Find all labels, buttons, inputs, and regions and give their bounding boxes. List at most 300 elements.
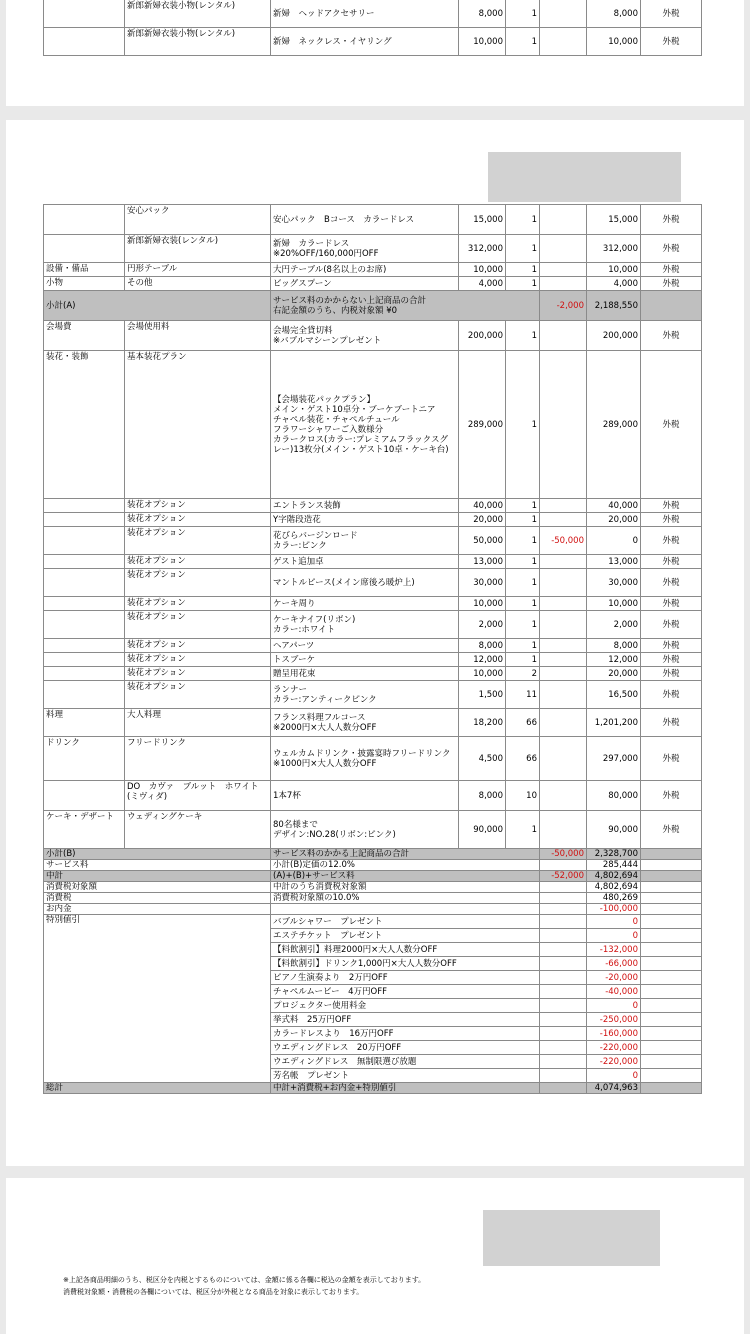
special-discount-amount: 0 [587, 999, 641, 1013]
amount-cell: 4,000 [587, 277, 641, 291]
summary-label: 中計 [44, 871, 271, 882]
summary-row [44, 871, 702, 882]
category-cell [44, 499, 125, 513]
unit-price-cell: 90,000 [459, 811, 506, 849]
tax-type-cell: 外税 [641, 737, 702, 781]
category-cell [44, 611, 125, 639]
blank-cell [540, 915, 587, 929]
summary-detail [271, 904, 540, 915]
discount-cell [540, 611, 587, 639]
discount-cell [540, 555, 587, 569]
summary-discount [540, 904, 587, 915]
tax-type-cell: 外税 [641, 527, 702, 555]
unit-price-cell: 10,000 [459, 28, 506, 56]
discount-cell [540, 277, 587, 291]
special-discount-detail: カラードレスより 16万円OFF [271, 1027, 540, 1041]
item-cell: 装花オプション [125, 653, 271, 667]
amount-cell: 289,000 [587, 351, 641, 499]
special-discount-detail: ピアノ生演奏より 2万円OFF [271, 971, 540, 985]
special-discount-detail: ウエディングドレス 無制限選び放題 [271, 1055, 540, 1069]
category-cell [44, 781, 125, 811]
special-discount-amount: 0 [587, 1069, 641, 1083]
estimate-table-page2 [43, 204, 702, 1094]
table-row [44, 527, 702, 555]
summary-label: お内金 [44, 904, 271, 915]
unit-price-cell: 10,000 [459, 667, 506, 681]
quantity-cell: 1 [506, 639, 540, 653]
blank-cell [641, 1013, 702, 1027]
amount-cell: 12,000 [587, 653, 641, 667]
amount-cell: 20,000 [587, 513, 641, 527]
summary-amount: -100,000 [587, 904, 641, 915]
grand-total-detail: 中計+消費税+お内金+特別値引 [271, 1083, 540, 1094]
special-discount-amount: 0 [587, 915, 641, 929]
table-row [44, 737, 702, 781]
redacted-block [488, 152, 681, 202]
discount-cell [540, 569, 587, 597]
table-row [44, 263, 702, 277]
detail-cell: ビッグスプーン [271, 277, 459, 291]
blank-cell [641, 999, 702, 1013]
redacted-block [483, 1210, 660, 1266]
blank-cell [641, 893, 702, 904]
blank-cell [540, 929, 587, 943]
table-row [44, 667, 702, 681]
quantity-cell: 1 [506, 653, 540, 667]
blank-cell [641, 943, 702, 957]
summary-discount: -50,000 [540, 849, 587, 860]
blank-cell [540, 1055, 587, 1069]
summary-amount: 480,269 [587, 893, 641, 904]
summary-detail: サービス料のかかる上記商品の合計 [271, 849, 540, 860]
summary-label: 消費税 [44, 893, 271, 904]
detail-cell: マントルピース(メイン席後ろ暖炉上) [271, 569, 459, 597]
special-discount-label: 特別値引 [44, 915, 271, 1083]
detail-cell: 80名様まで デザイン:NO.28(リボン:ピンク) [271, 811, 459, 849]
blank-cell [641, 929, 702, 943]
quantity-cell: 10 [506, 781, 540, 811]
tax-type-cell: 外税 [641, 555, 702, 569]
summary-discount [540, 893, 587, 904]
detail-cell: ランナー カラー:アンティークピンク [271, 681, 459, 709]
unit-price-cell: 8,000 [459, 0, 506, 28]
blank-cell [641, 1069, 702, 1083]
summary-row [44, 849, 702, 860]
footnote-1: ※上記各商品明細のうち、税区分を内税とするものについては、金額に係る各欄に税込の金額を表示しております。 [63, 1276, 426, 1284]
special-discount-detail: チャペルムービー 4万円OFF [271, 985, 540, 999]
blank-cell [641, 915, 702, 929]
unit-price-cell: 2,000 [459, 611, 506, 639]
detail-cell: ケーキナイフ(リボン) カラー:ホワイト [271, 611, 459, 639]
summary-detail: 消費税対象額の10.0% [271, 893, 540, 904]
blank-cell [641, 971, 702, 985]
table-row [44, 639, 702, 653]
subtotal-amount: 2,188,550 [587, 291, 641, 321]
category-cell [44, 527, 125, 555]
amount-cell: 10,000 [587, 263, 641, 277]
unit-price-cell: 50,000 [459, 527, 506, 555]
detail-cell: ゲスト追加卓 [271, 555, 459, 569]
quantity-cell: 1 [506, 351, 540, 499]
blank-cell [641, 1055, 702, 1069]
table-row [44, 681, 702, 709]
quantity-cell: 1 [506, 569, 540, 597]
summary-row [44, 904, 702, 915]
quantity-cell: 1 [506, 555, 540, 569]
amount-cell: 200,000 [587, 321, 641, 351]
unit-price-cell: 18,200 [459, 709, 506, 737]
item-cell: 安心パック [125, 205, 271, 235]
summary-amount: 4,802,694 [587, 882, 641, 893]
category-cell: 料理 [44, 709, 125, 737]
detail-cell: 1本7杯 [271, 781, 459, 811]
category-cell [44, 667, 125, 681]
table-row [44, 351, 702, 499]
detail-cell: Y字階段造花 [271, 513, 459, 527]
subtotal-a-row [44, 291, 702, 321]
category-cell [44, 597, 125, 611]
blank-cell [641, 1041, 702, 1055]
item-cell: 装花オプション [125, 639, 271, 653]
special-discount-amount: -132,000 [587, 943, 641, 957]
summary-label: 小計(B) [44, 849, 271, 860]
special-discount-amount: -66,000 [587, 957, 641, 971]
detail-cell: 安心パック Bコース カラードレス [271, 205, 459, 235]
quantity-cell: 1 [506, 811, 540, 849]
amount-cell: 15,000 [587, 205, 641, 235]
item-cell: 装花オプション [125, 597, 271, 611]
blank-cell [641, 1083, 702, 1094]
detail-cell: ケーキ周り [271, 597, 459, 611]
discount-cell [540, 513, 587, 527]
amount-cell: 20,000 [587, 667, 641, 681]
quantity-cell: 1 [506, 611, 540, 639]
table-row [44, 205, 702, 235]
unit-price-cell: 10,000 [459, 263, 506, 277]
detail-cell: 会場完全貸切料 ※バブルマシーンプレゼント [271, 321, 459, 351]
category-cell: ドリンク [44, 737, 125, 781]
tax-type-cell: 外税 [641, 263, 702, 277]
category-cell [44, 0, 125, 28]
blank-cell [641, 871, 702, 882]
page-1 [6, 0, 744, 106]
item-cell: 装花オプション [125, 555, 271, 569]
blank-cell [540, 943, 587, 957]
blank-cell [540, 1013, 587, 1027]
table-row [44, 653, 702, 667]
grand-total-label: 総計 [44, 1083, 271, 1094]
quantity-cell: 1 [506, 277, 540, 291]
unit-price-cell: 13,000 [459, 555, 506, 569]
amount-cell: 13,000 [587, 555, 641, 569]
category-cell [44, 653, 125, 667]
category-cell: 設備・備品 [44, 263, 125, 277]
item-cell: 基本装花プラン [125, 351, 271, 499]
item-cell: 装花オプション [125, 527, 271, 555]
special-discount-detail: 挙式料 25万円OFF [271, 1013, 540, 1027]
detail-cell: トスブーケ [271, 653, 459, 667]
quantity-cell: 1 [506, 205, 540, 235]
blank-cell [641, 291, 702, 321]
table-row [44, 597, 702, 611]
quantity-cell: 1 [506, 263, 540, 277]
discount-cell [540, 235, 587, 263]
item-cell: 装花オプション [125, 681, 271, 709]
unit-price-cell: 289,000 [459, 351, 506, 499]
detail-cell: 新婦 ヘッドアクセサリー [271, 0, 459, 28]
discount-cell [540, 681, 587, 709]
amount-cell: 10,000 [587, 28, 641, 56]
tax-type-cell: 外税 [641, 681, 702, 709]
quantity-cell: 11 [506, 681, 540, 709]
tax-type-cell: 外税 [641, 277, 702, 291]
amount-cell: 16,500 [587, 681, 641, 709]
detail-cell: 【会場装花パックプラン】 メイン・ゲスト10卓分・ブーケブートニア チャペル装花・チャペルチュール フラワーシャワーご入数様分 カラークロス(カラー:プレミアムフラックスグレー)13枚分(メイン・ゲスト10卓・ケーキ台) [271, 351, 459, 499]
table-row [44, 709, 702, 737]
detail-cell: エントランス装飾 [271, 499, 459, 513]
item-cell: 新郎新婦衣装小物(レンタル) [125, 0, 271, 28]
special-discount-detail: ウエディングドレス 20万円OFF [271, 1041, 540, 1055]
category-cell [44, 205, 125, 235]
tax-type-cell: 外税 [641, 639, 702, 653]
special-discount-amount: -160,000 [587, 1027, 641, 1041]
special-discount-detail: エステチケット プレゼント [271, 929, 540, 943]
tax-type-cell: 外税 [641, 709, 702, 737]
page-2 [6, 120, 744, 1166]
blank-cell [641, 904, 702, 915]
category-cell: ケーキ・デザート [44, 811, 125, 849]
blank-cell [540, 957, 587, 971]
tax-type-cell: 外税 [641, 0, 702, 28]
discount-cell [540, 28, 587, 56]
table-row [44, 277, 702, 291]
summary-detail: 小計(B)定価の12.0% [271, 860, 540, 871]
unit-price-cell: 20,000 [459, 513, 506, 527]
tax-type-cell: 外税 [641, 28, 702, 56]
item-cell: 装花オプション [125, 569, 271, 597]
discount-cell [540, 781, 587, 811]
unit-price-cell: 312,000 [459, 235, 506, 263]
summary-discount: -52,000 [540, 871, 587, 882]
special-discount-amount: -40,000 [587, 985, 641, 999]
summary-row [44, 893, 702, 904]
detail-cell: 新婦 カラードレス ※20%OFF/160,000円OFF [271, 235, 459, 263]
tax-type-cell: 外税 [641, 235, 702, 263]
table-row [44, 499, 702, 513]
category-cell: 小物 [44, 277, 125, 291]
special-discount-detail: プロジェクター使用料金 [271, 999, 540, 1013]
footnote-2: 消費税対象額・消費税の各欄については、税区分が外税となる商品を対象に表示しております。 [63, 1288, 364, 1296]
discount-cell [540, 811, 587, 849]
quantity-cell: 1 [506, 235, 540, 263]
discount-cell [540, 639, 587, 653]
blank-cell [540, 1027, 587, 1041]
summary-discount [540, 882, 587, 893]
discount-cell [540, 597, 587, 611]
summary-detail: (A)+(B)+サービス料 [271, 871, 540, 882]
item-cell: 大人料理 [125, 709, 271, 737]
discount-cell [540, 653, 587, 667]
item-cell: 円形テーブル [125, 263, 271, 277]
tax-type-cell: 外税 [641, 351, 702, 499]
tax-type-cell: 外税 [641, 781, 702, 811]
quantity-cell: 1 [506, 0, 540, 28]
amount-cell: 10,000 [587, 597, 641, 611]
category-cell: 会場費 [44, 321, 125, 351]
summary-discount [540, 860, 587, 871]
quantity-cell: 1 [506, 597, 540, 611]
amount-cell: 8,000 [587, 0, 641, 28]
unit-price-cell: 4,000 [459, 277, 506, 291]
special-discount-amount: 0 [587, 929, 641, 943]
tax-type-cell: 外税 [641, 513, 702, 527]
amount-cell: 0 [587, 527, 641, 555]
summary-detail: 中計のうち消費税対象額 [271, 882, 540, 893]
category-cell [44, 555, 125, 569]
tax-type-cell: 外税 [641, 499, 702, 513]
blank-cell [641, 985, 702, 999]
blank-cell [641, 849, 702, 860]
tax-type-cell: 外税 [641, 569, 702, 597]
detail-cell: 贈呈用花束 [271, 667, 459, 681]
amount-cell: 90,000 [587, 811, 641, 849]
subtotal-detail: サービス料のかからない上記商品の合計 右記金額のうち、内税対象額 ¥0 [271, 291, 540, 321]
table-row [44, 235, 702, 263]
unit-price-cell: 30,000 [459, 569, 506, 597]
tax-type-cell: 外税 [641, 611, 702, 639]
quantity-cell: 66 [506, 709, 540, 737]
tax-type-cell: 外税 [641, 321, 702, 351]
blank-cell [540, 985, 587, 999]
blank-cell [540, 971, 587, 985]
unit-price-cell: 200,000 [459, 321, 506, 351]
quantity-cell: 1 [506, 321, 540, 351]
amount-cell: 80,000 [587, 781, 641, 811]
amount-cell: 2,000 [587, 611, 641, 639]
item-cell: フリードリンク [125, 737, 271, 781]
item-cell: その他 [125, 277, 271, 291]
tax-type-cell: 外税 [641, 205, 702, 235]
unit-price-cell: 8,000 [459, 639, 506, 653]
tax-type-cell: 外税 [641, 667, 702, 681]
amount-cell: 297,000 [587, 737, 641, 781]
special-discount-row [44, 915, 702, 929]
blank-cell [641, 957, 702, 971]
summary-row [44, 882, 702, 893]
estimate-table-page1 [43, 0, 702, 56]
summary-amount: 2,328,700 [587, 849, 641, 860]
amount-cell: 312,000 [587, 235, 641, 263]
table-row [44, 321, 702, 351]
discount-cell [540, 263, 587, 277]
amount-cell: 1,201,200 [587, 709, 641, 737]
table-row [44, 0, 702, 28]
category-cell [44, 681, 125, 709]
item-cell: 装花オプション [125, 611, 271, 639]
item-cell: 新郎新婦衣装(レンタル) [125, 235, 271, 263]
blank-cell [540, 1069, 587, 1083]
blank-cell [641, 860, 702, 871]
category-cell [44, 513, 125, 527]
unit-price-cell: 10,000 [459, 597, 506, 611]
unit-price-cell: 12,000 [459, 653, 506, 667]
category-cell [44, 235, 125, 263]
special-discount-detail: 【料飲割引】料理2000円×大人人数分OFF [271, 943, 540, 957]
table-row [44, 569, 702, 597]
blank-cell [540, 1041, 587, 1055]
page-3 [6, 1178, 744, 1334]
subtotal-label: 小計(A) [44, 291, 271, 321]
discount-cell [540, 321, 587, 351]
category-cell [44, 639, 125, 653]
discount-cell [540, 667, 587, 681]
item-cell: 装花オプション [125, 499, 271, 513]
table-row [44, 781, 702, 811]
special-discount-detail: 芳名帳 プレゼント [271, 1069, 540, 1083]
amount-cell: 40,000 [587, 499, 641, 513]
quantity-cell: 1 [506, 28, 540, 56]
summary-amount: 4,802,694 [587, 871, 641, 882]
item-cell: 装花オプション [125, 667, 271, 681]
item-cell: DO カヴァ ブルット ホワイト(ミヴィダ) [125, 781, 271, 811]
tax-type-cell: 外税 [641, 811, 702, 849]
detail-cell: 新婦 ネックレス・イヤリング [271, 28, 459, 56]
grand-total-amount: 4,074,963 [587, 1083, 641, 1094]
table-row [44, 555, 702, 569]
special-discount-amount: -250,000 [587, 1013, 641, 1027]
discount-cell [540, 499, 587, 513]
quantity-cell: 2 [506, 667, 540, 681]
quantity-cell: 1 [506, 513, 540, 527]
tax-type-cell: 外税 [641, 653, 702, 667]
unit-price-cell: 1,500 [459, 681, 506, 709]
discount-cell [540, 205, 587, 235]
unit-price-cell: 40,000 [459, 499, 506, 513]
discount-cell [540, 737, 587, 781]
quantity-cell: 1 [506, 527, 540, 555]
item-cell: ウェディングケーキ [125, 811, 271, 849]
unit-price-cell: 15,000 [459, 205, 506, 235]
table-row [44, 811, 702, 849]
special-discount-amount: -220,000 [587, 1055, 641, 1069]
table-row [44, 611, 702, 639]
quantity-cell: 66 [506, 737, 540, 781]
subtotal-discount: -2,000 [540, 291, 587, 321]
unit-price-cell: 8,000 [459, 781, 506, 811]
detail-cell: フランス料理フルコース ※2000円×大人人数分OFF [271, 709, 459, 737]
item-cell: 会場使用料 [125, 321, 271, 351]
summary-label: 消費税対象額 [44, 882, 271, 893]
blank-cell [641, 882, 702, 893]
amount-cell: 8,000 [587, 639, 641, 653]
item-cell: 装花オプション [125, 513, 271, 527]
summary-amount: 285,444 [587, 860, 641, 871]
discount-cell [540, 351, 587, 499]
blank-cell [540, 999, 587, 1013]
special-discount-detail: 【料飲割引】ドリンク1,000円×大人人数分OFF [271, 957, 540, 971]
grand-total-row [44, 1083, 702, 1094]
table-row [44, 513, 702, 527]
blank-cell [540, 1083, 587, 1094]
blank-cell [641, 1027, 702, 1041]
detail-cell: ウェルカムドリンク・披露宴時フリードリンク ※1000円×大人人数分OFF [271, 737, 459, 781]
detail-cell: 大円テーブル(8名以上のお席) [271, 263, 459, 277]
quantity-cell: 1 [506, 499, 540, 513]
amount-cell: 30,000 [587, 569, 641, 597]
special-discount-amount: -20,000 [587, 971, 641, 985]
detail-cell: 花びらバージンロード カラー:ピンク [271, 527, 459, 555]
category-cell [44, 569, 125, 597]
